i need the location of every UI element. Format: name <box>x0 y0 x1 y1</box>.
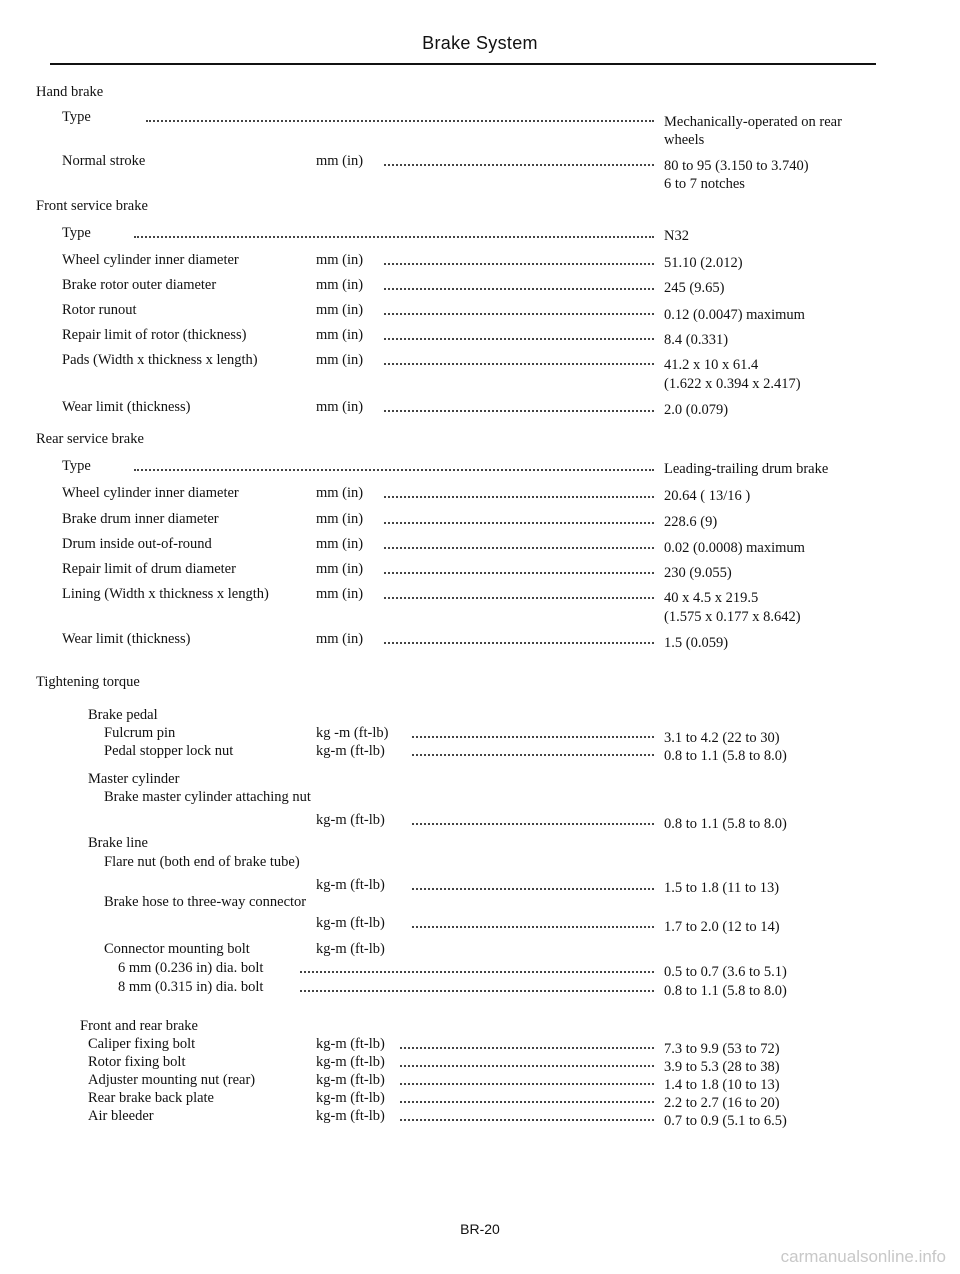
rear-spec-label: Brake drum inner diameter <box>62 511 219 527</box>
brake-pedal-heading: Brake pedal <box>88 707 158 723</box>
rear-spec-unit: mm (in) <box>316 631 364 647</box>
stopper-label: Pedal stopper lock nut <box>104 743 234 759</box>
master-attach-label: Brake master cylinder attaching nut <box>104 789 311 805</box>
leader-dots <box>384 494 654 498</box>
leader-dots <box>400 1081 654 1085</box>
leader-dots <box>384 261 654 265</box>
front-spec-label: Rotor runout <box>62 302 137 318</box>
leader-dots <box>400 1063 654 1067</box>
leader-dots <box>146 118 654 122</box>
master-attach-unit: kg-m (ft-lb) <box>316 812 385 828</box>
flare-label: Flare nut (both end of brake tube) <box>104 854 300 870</box>
fulcrum-unit: kg -m (ft-lb) <box>316 725 389 741</box>
front-rear-value: 3.9 to 5.3 (28 to 38) <box>664 1059 780 1075</box>
front-spec-value: 51.10 (2.012) <box>664 255 743 271</box>
bolt6-value: 0.5 to 0.7 (3.6 to 5.1) <box>664 964 787 980</box>
front-spec-unit: mm (in) <box>316 399 364 415</box>
hand-brake-type-label: Type <box>62 109 91 125</box>
front-spec-value: 41.2 x 10 x 61.4 <box>664 357 759 373</box>
front-spec-unit: mm (in) <box>316 277 364 293</box>
page-number: BR-20 <box>460 1221 500 1237</box>
leader-dots <box>384 570 654 574</box>
leader-dots <box>300 988 654 992</box>
front-spec-value: 2.0 (0.079) <box>664 402 729 418</box>
front-type-label: Type <box>62 225 91 241</box>
front-rear-label: Rotor fixing bolt <box>88 1054 186 1070</box>
front-spec-value-2: (1.622 x 0.394 x 2.417) <box>664 376 801 392</box>
front-spec-label: Wheel cylinder inner diameter <box>62 252 239 268</box>
leader-dots <box>300 969 654 973</box>
front-spec-value: 0.12 (0.0047) maximum <box>664 307 805 323</box>
page-title: Brake System <box>422 33 538 53</box>
rear-spec-label: Lining (Width x thickness x length) <box>62 586 269 602</box>
rear-spec-label: Wear limit (thickness) <box>62 631 191 647</box>
front-spec-unit: mm (in) <box>316 352 364 368</box>
front-rear-value: 2.2 to 2.7 (16 to 20) <box>664 1095 780 1111</box>
fulcrum-value: 3.1 to 4.2 (22 to 30) <box>664 730 780 746</box>
front-spec-unit: mm (in) <box>316 327 364 343</box>
rear-spec-value: 228.6 (9) <box>664 514 718 530</box>
rear-spec-value: 20.64 ( 13/16 ) <box>664 488 751 504</box>
stroke-label: Normal stroke <box>62 153 146 169</box>
leader-dots <box>384 286 654 290</box>
bolt6-label: 6 mm (0.236 in) dia. bolt <box>118 960 264 976</box>
rear-service-heading: Rear service brake <box>36 431 144 447</box>
leader-dots <box>412 752 654 756</box>
leader-dots <box>134 234 654 238</box>
master-attach-value: 0.8 to 1.1 (5.8 to 8.0) <box>664 816 787 832</box>
hose-label: Brake hose to three-way connector <box>104 894 307 910</box>
front-spec-value: 8.4 (0.331) <box>664 332 729 348</box>
front-rear-value: 1.4 to 1.8 (10 to 13) <box>664 1077 780 1093</box>
torque-heading: Tightening torque <box>36 674 140 690</box>
front-rear-unit: kg-m (ft-lb) <box>316 1108 385 1124</box>
rear-spec-value: 0.02 (0.0008) maximum <box>664 540 805 556</box>
rear-spec-unit: mm (in) <box>316 511 364 527</box>
stroke-value: 80 to 95 (3.150 to 3.740) <box>664 158 809 174</box>
front-spec-unit: mm (in) <box>316 252 364 268</box>
leader-dots <box>412 886 654 890</box>
rear-spec-value: 1.5 (0.059) <box>664 635 729 651</box>
rear-spec-value: 230 (9.055) <box>664 565 732 581</box>
front-rear-unit: kg-m (ft-lb) <box>316 1036 385 1052</box>
front-rear-unit: kg-m (ft-lb) <box>316 1072 385 1088</box>
brake-line-heading: Brake line <box>88 835 148 851</box>
bolt8-label: 8 mm (0.315 in) dia. bolt <box>118 979 264 995</box>
stroke-unit: mm (in) <box>316 153 364 169</box>
rear-spec-value: 40 x 4.5 x 219.5 <box>664 590 759 606</box>
connector-unit: kg-m (ft-lb) <box>316 941 385 957</box>
rear-spec-label: Wheel cylinder inner diameter <box>62 485 239 501</box>
front-spec-label: Repair limit of rotor (thickness) <box>62 327 247 343</box>
front-rear-value: 0.7 to 0.9 (5.1 to 6.5) <box>664 1113 787 1129</box>
front-rear-label: Air bleeder <box>88 1108 154 1124</box>
rear-spec-unit: mm (in) <box>316 586 364 602</box>
leader-dots <box>400 1117 654 1121</box>
hose-value: 1.7 to 2.0 (12 to 14) <box>664 919 780 935</box>
front-service-heading: Front service brake <box>36 198 148 214</box>
front-spec-value: 245 (9.65) <box>664 280 725 296</box>
leader-dots <box>384 545 654 549</box>
watermark: carmanualsonline.info <box>780 1247 946 1266</box>
rear-type-label: Type <box>62 458 91 474</box>
flare-value: 1.5 to 1.8 (11 to 13) <box>664 880 780 896</box>
front-spec-label: Wear limit (thickness) <box>62 399 191 415</box>
rear-spec-value-2: (1.575 x 0.177 x 8.642) <box>664 609 801 625</box>
leader-dots <box>400 1099 654 1103</box>
front-spec-unit: mm (in) <box>316 302 364 318</box>
fulcrum-label: Fulcrum pin <box>104 725 176 741</box>
hand-brake-heading: Hand brake <box>36 84 104 100</box>
front-type-value: N32 <box>664 228 689 244</box>
hand-brake-type-value-2: wheels <box>664 132 705 148</box>
hand-brake-type-value: Mechanically-operated on rear <box>664 114 842 130</box>
front-rear-label: Rear brake back plate <box>88 1090 214 1106</box>
leader-dots <box>384 640 654 644</box>
rear-spec-unit: mm (in) <box>316 536 364 552</box>
hose-unit: kg-m (ft-lb) <box>316 915 385 931</box>
rear-spec-label: Drum inside out-of-round <box>62 536 212 552</box>
master-cylinder-heading: Master cylinder <box>88 771 180 787</box>
stopper-value: 0.8 to 1.1 (5.8 to 8.0) <box>664 748 787 764</box>
bolt8-value: 0.8 to 1.1 (5.8 to 8.0) <box>664 983 787 999</box>
front-spec-label: Pads (Width x thickness x length) <box>62 352 258 368</box>
stroke-value-2: 6 to 7 notches <box>664 176 745 192</box>
leader-dots <box>412 821 654 825</box>
leader-dots <box>384 311 654 315</box>
front-rear-label: Caliper fixing bolt <box>88 1036 196 1052</box>
leader-dots <box>384 520 654 524</box>
rear-spec-unit: mm (in) <box>316 485 364 501</box>
leader-dots <box>412 924 654 928</box>
leader-dots <box>384 361 654 365</box>
rear-spec-label: Repair limit of drum diameter <box>62 561 236 577</box>
front-rear-heading: Front and rear brake <box>80 1018 198 1034</box>
leader-dots <box>384 336 654 340</box>
leader-dots <box>384 162 654 166</box>
front-rear-value: 7.3 to 9.9 (53 to 72) <box>664 1041 780 1057</box>
leader-dots <box>384 408 654 412</box>
flare-unit: kg-m (ft-lb) <box>316 877 385 893</box>
stopper-unit: kg-m (ft-lb) <box>316 743 385 759</box>
leader-dots <box>384 595 654 599</box>
rear-type-value: Leading-trailing drum brake <box>664 461 829 477</box>
leader-dots <box>400 1045 654 1049</box>
rear-spec-unit: mm (in) <box>316 561 364 577</box>
front-spec-label: Brake rotor outer diameter <box>62 277 217 293</box>
front-rear-unit: kg-m (ft-lb) <box>316 1090 385 1106</box>
connector-label: Connector mounting bolt <box>104 941 250 957</box>
leader-dots <box>412 734 654 738</box>
front-rear-label: Adjuster mounting nut (rear) <box>88 1072 256 1088</box>
front-rear-unit: kg-m (ft-lb) <box>316 1054 385 1070</box>
leader-dots <box>134 467 654 471</box>
header-rule <box>50 63 876 65</box>
